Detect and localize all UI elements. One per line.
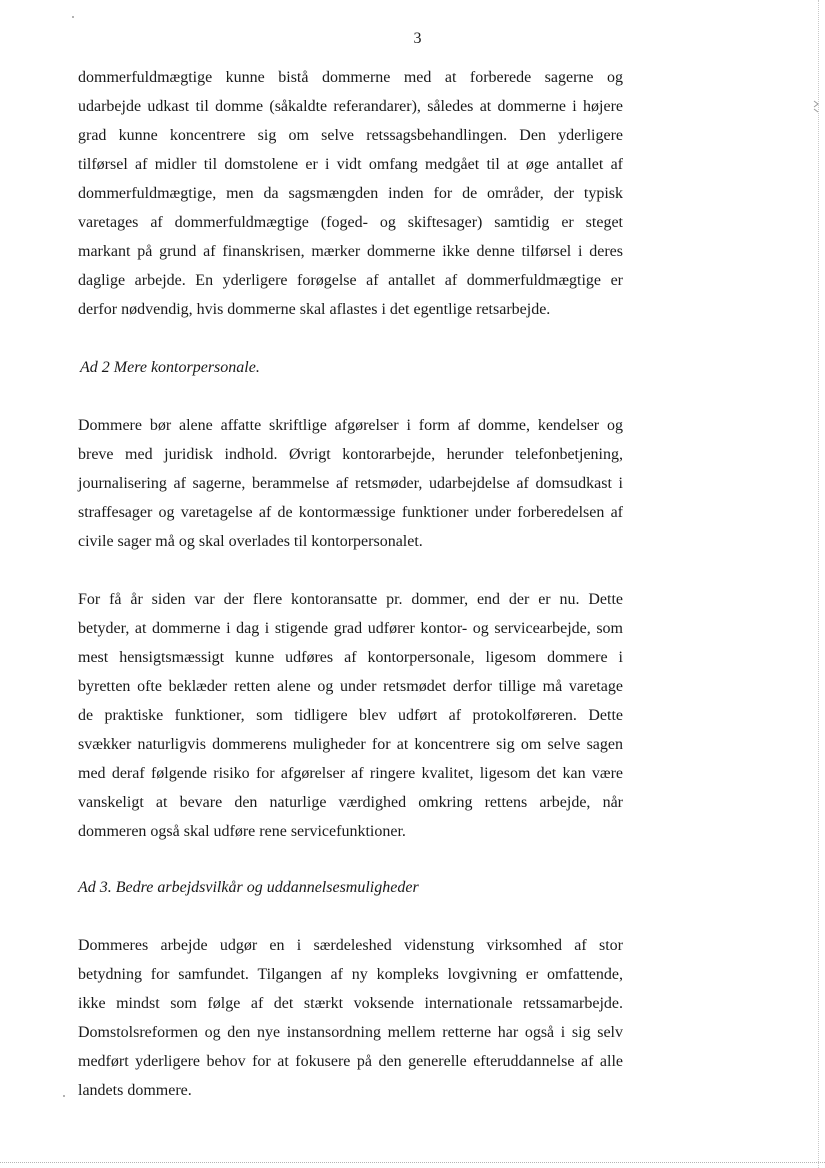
paragraph-line: markant på grund af finanskrisen, mærker dommerne ikke denne tilførsel i deres <box>78 243 623 260</box>
paragraph-line: straffesager og varetagelse af de kontormæssige funktioner under forberedelsen af <box>78 504 623 521</box>
paragraph-line: medført yderligere behov for at fokusere på den generelle efteruddannelse af alle <box>78 1053 623 1070</box>
paragraph-line: journalisering af sagerne, berammelse af retsmøder, udarbejdelse af domsudkast i <box>78 475 623 492</box>
page-number: 3 <box>413 30 422 47</box>
paragraph-line: udarbejde udkast til domme (såkaldte referandarer), således at dommerne i højere <box>78 98 623 115</box>
paragraph-line: grad kunne koncentrere sig om selve retssagsbehandlingen. Den yderligere <box>78 127 623 144</box>
paragraph-line: betydning for samfundet. Tilgangen af ny kompleks lovgivning er omfattende, <box>78 966 623 983</box>
scan-edge-bottom <box>0 1162 825 1163</box>
paragraph-line: Domstolsreformen og den nye instansordning mellem retterne har også i sig selv <box>78 1024 623 1041</box>
paragraph-line: Dommeres arbejde udgør en i særdeleshed videnstung virksomhed af stor <box>78 937 623 954</box>
section-heading-ad-2: Ad 2 Mere kontorpersonale. <box>80 359 260 376</box>
paragraph-line: ikke mindst som følge af det stærkt voksende internationale retssamarbejde. <box>78 995 623 1012</box>
scan-speck <box>72 16 74 18</box>
paragraph-line: de praktiske funktioner, som tidligere blev udført af protokolføreren. Dette <box>78 707 623 724</box>
paragraph-line: betyder, at dommerne i dag i stigende grad udfører kontor- og servicearbejde, som <box>78 620 623 637</box>
paragraph-line: vanskeligt at bevare den naturlige værdighed omkring rettens arbejde, når <box>78 794 623 811</box>
paragraph-line: byretten ofte beklæder retten alene og under retsmødet derfor tillige må varetage <box>78 678 623 695</box>
scan-speck <box>63 1095 65 1097</box>
paragraph-line: Dommere bør alene affatte skriftlige afgørelser i form af domme, kendelser og <box>78 417 623 434</box>
paragraph-line: dommeren også skal udføre rene servicefunktioner. <box>78 823 406 840</box>
paragraph-line: varetages af dommerfuldmægtige (foged- og skiftesager) samtidig er steget <box>78 214 623 231</box>
paragraph-line: breve med juridisk indhold. Øvrigt kontorarbejde, herunder telefonbetjening, <box>78 446 623 463</box>
paragraph-line: derfor nødvendig, hvis dommerne skal aflastes i det egentlige retsarbejde. <box>78 301 551 318</box>
paragraph-line: For få år siden var der flere kontoransatte pr. dommer, end der er nu. Dette <box>78 591 623 608</box>
paragraph-line: med deraf følgende risiko for afgørelser af ringere kvalitet, ligesom det kan være <box>78 765 623 782</box>
paragraph-line: civile sager må og skal overlades til kontorpersonalet. <box>78 533 423 550</box>
paragraph-line: dommerfuldmægtige kunne bistå dommerne med at forberede sagerne og <box>78 69 623 86</box>
paragraph-line: daglige arbejde. En yderligere forøgelse af antallet af dommerfuldmægtige er <box>78 272 623 289</box>
section-heading-ad-3: Ad 3. Bedre arbejdsvilkår og uddannelsesmuligheder <box>78 879 419 896</box>
paragraph-line: mest hensigtsmæssigt kunne udføres af kontorpersonale, ligesom dommere i <box>78 649 623 666</box>
scan-edge-right <box>818 0 819 1168</box>
paragraph-line: svækker naturligvis dommerens muligheder for at koncentrere sig om selve sagen <box>78 736 623 753</box>
scan-mark-icon <box>812 100 820 114</box>
paragraph-line: tilførsel af midler til domstolene er i vidt omfang medgået til at øge antallet af <box>78 156 623 173</box>
paragraph-line: landets dommere. <box>78 1082 192 1099</box>
paragraph-line: dommerfuldmægtige, men da sagsmængden inden for de områder, der typisk <box>78 185 623 202</box>
